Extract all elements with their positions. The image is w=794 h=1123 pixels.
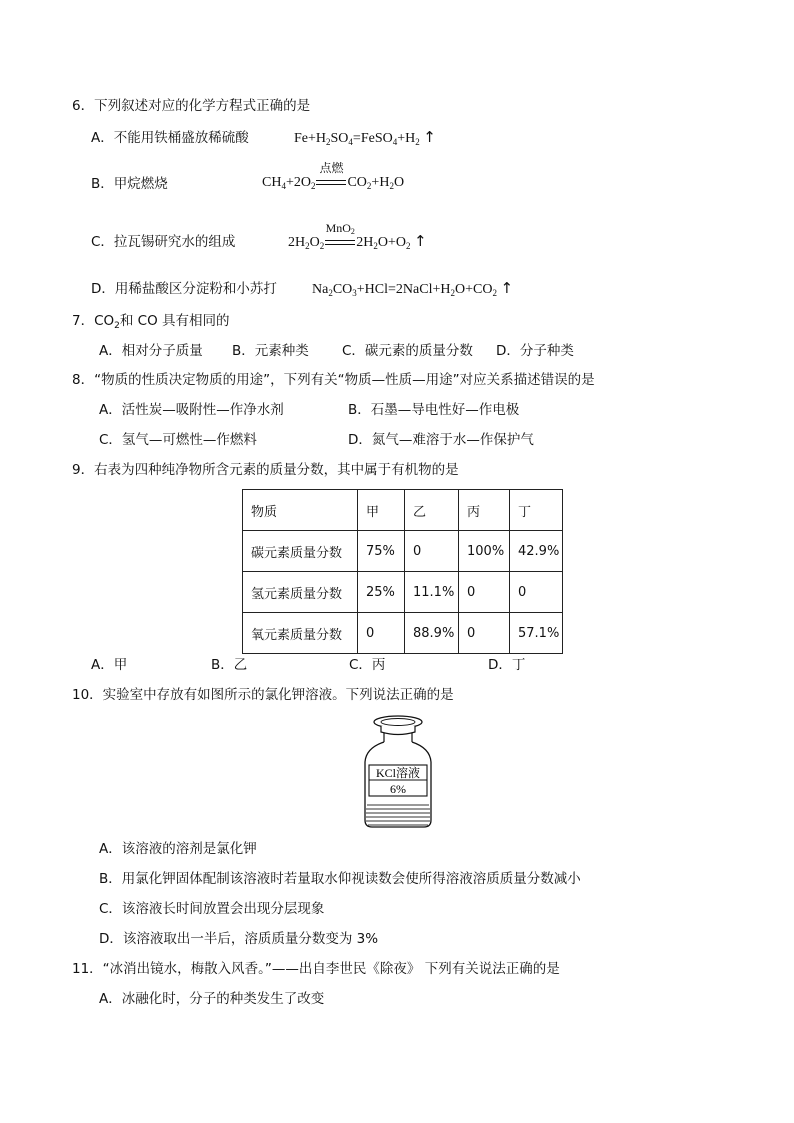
q6-option-b: B．甲烷燃烧 <box>91 176 168 192</box>
q10-option-b: B．用氯化钾固体配制该溶液时若量取水仰视读数会使所得溶液溶质质量分数减小 <box>99 871 581 887</box>
table-cell: 0 <box>459 572 510 613</box>
q9-stem: 9．右表为四种纯净物所含元素的质量分数，其中属于有机物的是 <box>72 462 459 478</box>
q11-stem: 11．“冰消出镜水，梅散入风香。”——出自李世民《除夜》 下列有关说法正确的是 <box>72 961 560 977</box>
table-header-cell: 丁 <box>510 490 563 531</box>
q9-option-d: D．丁 <box>488 657 526 673</box>
table-cell: 11.1% <box>405 572 459 613</box>
q10-stem: 10．实验室中存放有如图所示的氯化钾溶液。下列说法正确的是 <box>72 687 454 703</box>
q7-option-a: A．相对分子质量 <box>99 343 203 359</box>
q11-option-a: A．冰融化时，分子的种类发生了改变 <box>99 991 325 1007</box>
q6-option-d: D．用稀盐酸区分淀粉和小苏打 <box>91 281 277 297</box>
q7-option-c: C．碳元素的质量分数 <box>342 343 473 359</box>
q10-option-c: C．该溶液长时间放置会出现分层现象 <box>99 901 325 917</box>
reagent-bottle <box>360 712 436 830</box>
q6-equation-c: $2H_2O_2$ MnO$_2$ $2H_2O+O_2$ ↑ <box>288 221 427 251</box>
q9-option-a: A．甲 <box>91 657 128 673</box>
table-cell: 0 <box>459 613 510 654</box>
table-row <box>243 572 563 613</box>
q6-b-condition: 点燃 <box>319 161 344 175</box>
q6-stem: 6．下列叙述对应的化学方程式正确的是 <box>72 98 311 114</box>
q6-equation-a: $Fe+H_2SO_4=FeSO_4+H_2$ ↑ <box>294 128 436 147</box>
table-header-cell: 物质 <box>243 490 358 531</box>
table-cell: 100% <box>459 531 510 572</box>
element-mass-table <box>242 489 563 654</box>
table-row <box>243 531 563 572</box>
table-cell: 0 <box>510 572 563 613</box>
table-row <box>243 613 563 654</box>
q8-option-a: A．活性炭—吸附性—作净水剂 <box>99 402 284 418</box>
q8-stem: 8．“物质的性质决定物质的用途”，下列有关“物质—性质—用途”对应关系描述错误的是 <box>72 372 595 388</box>
q8-option-c: C．氢气—可燃性—作燃料 <box>99 432 257 448</box>
q7-stem: 7．$CO_2$和 CO 具有相同的 <box>72 313 230 331</box>
bottle-concentration-text: 6% <box>390 782 406 796</box>
q9-option-c: C．丙 <box>349 657 386 673</box>
q10-option-d: D．该溶液取出一半后，溶质质量分数变为 3% <box>99 931 379 947</box>
table-cell: 碳元素质量分数 <box>243 531 358 572</box>
q9-option-b: B．乙 <box>211 657 248 673</box>
table-cell: 57.1% <box>510 613 563 654</box>
q6-c-condition: MnO <box>325 221 351 235</box>
table-header-cell: 甲 <box>358 490 405 531</box>
q8-option-b: B．石墨—导电性好—作电极 <box>348 402 520 418</box>
q7-option-b: B．元素种类 <box>232 343 309 359</box>
table-cell: 0 <box>405 531 459 572</box>
table-header-cell: 丙 <box>459 490 510 531</box>
table-cell: 88.9% <box>405 613 459 654</box>
table-cell: 75% <box>358 531 405 572</box>
q7-option-d: D．分子种类 <box>496 343 574 359</box>
q6-option-a: A．不能用铁桶盛放稀硫酸 <box>91 130 249 146</box>
q6-option-c: C．拉瓦锡研究水的组成 <box>91 234 236 250</box>
bottle-label-text: KCl溶液 <box>375 766 421 780</box>
table-cell: 氧元素质量分数 <box>243 613 358 654</box>
q8-option-d: D．氮气—难溶于水—作保护气 <box>348 432 534 448</box>
q10-option-a: A．该溶液的溶剂是氯化钾 <box>99 841 257 857</box>
table-header-row <box>243 490 563 531</box>
q6-equation-d: $Na_2CO_3+HCl=2NaCl+H_2O+CO_2$ ↑ <box>312 279 514 298</box>
table-cell: 42.9% <box>510 531 563 572</box>
table-cell: 氢元素质量分数 <box>243 572 358 613</box>
q6-equation-b: $CH_4+2O_2$ 点燃 $CO_2+H_2O$ <box>262 161 405 191</box>
table-header-cell: 乙 <box>405 490 459 531</box>
table-cell: 25% <box>358 572 405 613</box>
table-cell: 0 <box>358 613 405 654</box>
